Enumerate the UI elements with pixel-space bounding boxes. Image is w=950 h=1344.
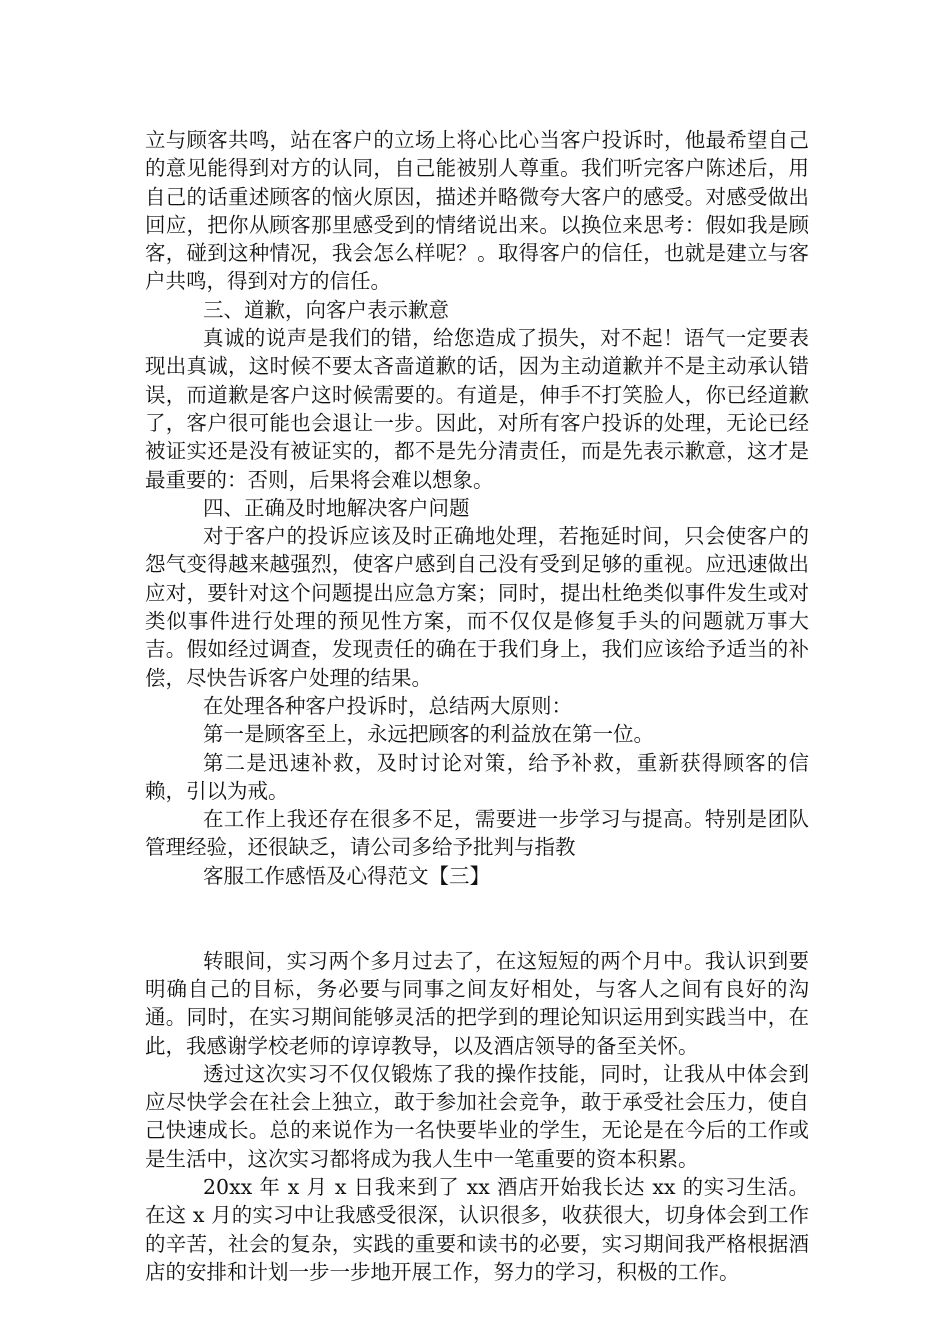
section-heading-solve-problem: 四、正确及时地解决客户问题 — [203, 495, 470, 520]
paragraph-two-principles: 在处理各种客户投诉时，总结两大原则： — [203, 693, 572, 718]
paragraph-empathy-continued: 立与顾客共鸣，站在客户的立场上将心比心当客户投诉时，他最希望自己的意见能得到对方的认同，自己能被别人尊重。我们听完客户陈述后，用自己的话重述顾客的恼火原因，描述并略微夸大客户的感受。对感受做出回应，把你从顾客那里感受到的情绪说出来。以换位来思考：假如我是顾客，碰到这种情况，我会怎么样呢？。取得客户的信任，也就是建立与客户共鸣，得到对方的信任。 — [145, 128, 809, 294]
blank-line — [145, 890, 809, 918]
article-title-three: 客服工作感悟及心得范文【三】 — [203, 863, 490, 888]
section-heading-apology: 三、道歉，向客户表示歉意 — [203, 297, 449, 322]
paragraph-self-reflection: 在工作上我还存在很多不足，需要进一步学习与提高。特别是团队管理经验，还很缺乏，请公司多给予批判与指教 — [145, 807, 809, 860]
paragraph-internship-benefits: 透过这次实习不仅仅锻炼了我的操作技能，同时，让我从中体会到应尽快学会在社会上独立，敢于参加社会竞争，敢于承受社会压力，使自己快速成长。总的来说作为一名快要毕业的学生，无论是在今后的工作或是生活中，这次实习都将成为我人生中一笔重要的资本积累。 — [145, 1061, 809, 1171]
paragraph-apology: 真诚的说声是我们的错，给您造成了损失，对不起！语气一定要表现出真诚，这时候不要太吝啬道歉的话，因为主动道歉并不是主动承认错误，而道歉是客户这时候需要的。有道是，伸手不打笑脸人，你已经道歉了，客户很可能也会退让一步。因此，对所有客户投诉的处理，无论已经被证实还是没有被证实的，都不是先分清责任，而是先表示歉意，这才是最重要的：否则，后果将会难以想象。 — [145, 326, 809, 492]
paragraph-principle-one: 第一是顾客至上，永远把顾客的利益放在第一位。 — [203, 722, 654, 747]
blank-line — [145, 918, 809, 946]
document-body — [145, 126, 809, 1286]
paragraph-internship-start: 20xx 年 x 月 x 日我来到了 xx 酒店开始我长达 xx 的实习生活。在这 x 月的实习中让我感受很深，认识很多，收获很大，切身体会到工作的辛苦，社会的复杂，实践的重要和读书的必要，实习期间我严格根据酒店的安排和计划一步一步地开展工作，努力的学习，积极的工作。 — [145, 1174, 809, 1284]
paragraph-principle-two: 第二是迅速补救，及时讨论对策，给予补救，重新获得顾客的信赖，引以为戒。 — [145, 750, 809, 803]
paragraph-solve-problem: 对于客户的投诉应该及时正确地处理，若拖延时间，只会使客户的怨气变得越来越强烈，使客户感到自己没有受到足够的重视。应迅速做出应对，要针对这个问题提出应急方案；同时，提出杜绝类似事件发生或对类似事件进行处理的预见性方案，而不仅仅是修复手头的问题就万事大吉。假如经过调查，发现责任的确在于我们身上，我们应该给予适当的补偿，尽快告诉客户处理的结果。 — [145, 524, 809, 690]
paragraph-internship-intro: 转眼间，实习两个多月过去了，在这短短的两个月中。我认识到要明确自己的目标，务必要与同事之间友好相处，与客人之间有良好的沟通。同时，在实习期间能够灵活的把学到的理论知识运用到实践当中，在此，我感谢学校老师的谆谆教导，以及酒店领导的备至关怀。 — [145, 948, 809, 1058]
